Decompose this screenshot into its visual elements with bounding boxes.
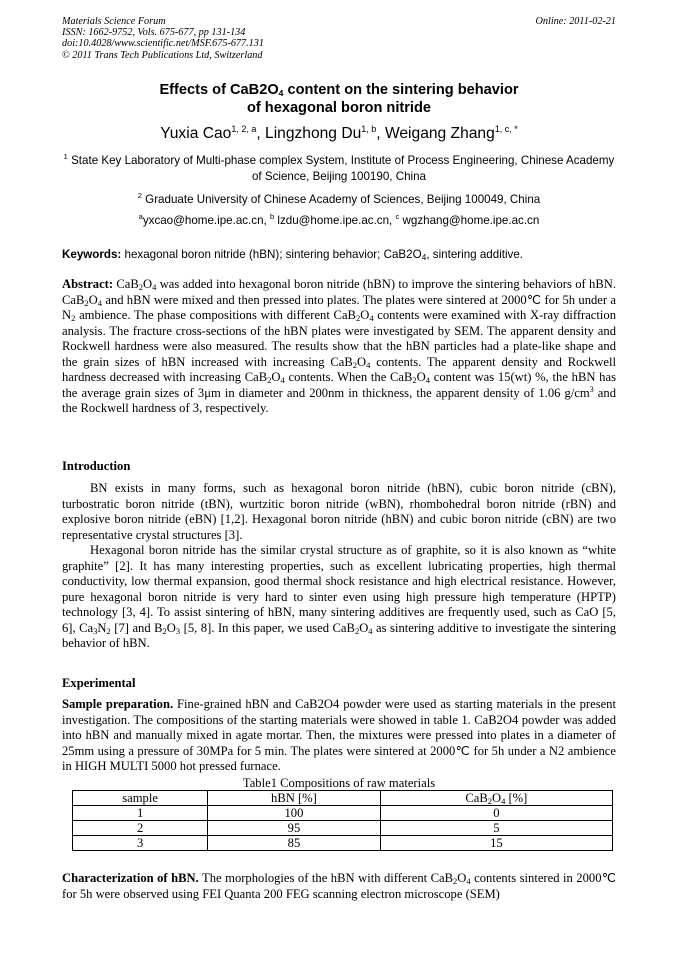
copyright: © 2011 Trans Tech Publications Ltd, Switzerland <box>62 49 263 61</box>
keywords: Keywords: hexagonal boron nitride (hBN); sintering behavior; $CaB2O_4$, sintering additive. <box>62 248 524 262</box>
paper-title: Effects of $CaB2O_4$ content on the sintering behavior of hexagonal boron nitride <box>159 82 519 116</box>
table-cell: 15 <box>380 836 612 851</box>
table-cell: 1 <box>73 806 208 821</box>
table-row <box>73 836 613 851</box>
table-row <box>73 806 613 821</box>
table-cell: 85 <box>208 836 381 851</box>
table-cell: 0 <box>380 806 612 821</box>
intro-paragraph-2: Hexagonal boron nitride has the similar crystal structure as of graphite, so it is also known as “white graphite” [2]. It has many interesting properties, such as excellent lubricating properties, high thermal conductivity, low thermal expansion, good thermal shock resistance and high electrical resistance. However, pure hexagonal boron nitride is very hard to sinter even using high pressure high temperature (HPTP) technology [3, 4]. To assist sintering of hBN, many sintering additives are frequently used, such as CaO [5, 6], $Ca_3N_2$ [7] and $B_2O_3$ [5, 8]. In this paper, we used $CaB_2O_4$ as sintering additive to investigate the sintering behavior of hBN. <box>62 543 617 650</box>
table-caption: Table1 Compositions of raw materials <box>242 776 436 790</box>
table-header: $CaB_2O_4$ [%] <box>380 791 612 806</box>
table-row <box>73 821 613 836</box>
author-name: Yuxia Cao <box>160 125 232 142</box>
online-date: Online: 2011-02-21 <box>535 16 616 27</box>
affiliation-2: $^2$ Graduate University of Chinese Academy of Sciences, Beijing 100049, China <box>137 191 541 206</box>
section-heading-experimental: Experimental <box>62 676 136 690</box>
author-list: Yuxia Cao$^{1, 2, a}$, Lingzhong Du$^{1, b}$, Weigang Zhang$^{1, c, *}$ <box>160 123 518 142</box>
characterization-paragraph: Characterization of hBN. The morphologies of the hBN with different $CaB_2O_4$ contents sintered in 2000℃ for 5h were observed using FEI Quanta 200 FEG scanning electron microscope (SEM) <box>62 871 616 901</box>
journal-name: Materials Science Forum <box>62 16 166 27</box>
intro-paragraph-1: BN exists in many forms, such as hexagonal boron nitride (hBN), cubic boron nitride (cBN), turbostratic boron nitride (tBN), wurtzitic boron nitride (wBN), rhombohedral boron nitride (rBN) and explosive boron nitride (eBN) [1,2]. Hexagonal boron nitride (hBN) and cubic boron nitride (cBN) are two representative crystal structures [3]. <box>62 481 616 542</box>
journal-header <box>62 16 616 61</box>
author-name: Lingzhong Du <box>265 125 362 142</box>
table-cell: 100 <box>208 806 381 821</box>
table-cell: 95 <box>208 821 381 836</box>
abstract: Abstract: $CaB_2O_4$ was added into hexagonal boron nitride (hBN) to improve the sintering behaviors of hBN. $CaB_2O_4$ and hBN were mixed and then pressed into plates. The plates were sintered at 2000℃ for 5h under a $N_2$ ambience. The phase compositions with different $CaB_2O_4$ contents were examined with X-ray diffraction analysis. The fracture cross-sections of the hBN plates were investigated by SEM. The apparent density and Rockwell hardness were also measured. The results show that the hBN particles had a plate-like shape and the grain sizes of hBN increased with increasing $CaB_2O_4$ contents. The apparent density and Rockwell hardness decreased with increasing $CaB_2O_4$ contents. When the $CaB_2O_4$ content was 15(wt) %, the hBN has the average grain sizes of 3μm in diameter and 200nm in thickness, the apparent density of 1.06 $g/cm^3$ and the Rockwell hardness of 3, respectively. <box>62 277 616 415</box>
table-header-row <box>73 791 613 806</box>
sample-preparation-paragraph: Sample preparation. Fine-grained hBN and CaB2O4 powder were used as starting materials in the present investigation. The compositions of the starting materials were showed in table 1. CaB2O4 powder was added into hBN and manually mixed in agate mortar. Then, the mixtures were pressed into plates in a diameter of 25mm using a pressure of 30MPa for 5 min. The plates were sintered at 2000℃ for 5h under a N2 ambience in HIGH MULTI 5000 hot pressed furnace. <box>62 697 616 773</box>
table-cell: 5 <box>380 821 612 836</box>
author-name: Weigang Zhang <box>384 125 495 142</box>
affiliation-1: $^1$ State Key Laboratory of Multi-phase complex System, Institute of Process Engineering, Chinese Academy of Science, Beijing 100190, China <box>63 152 615 183</box>
table-header: sample <box>73 791 208 806</box>
composition-table <box>72 790 613 851</box>
table-cell: 3 <box>73 836 208 851</box>
doi: doi:10.4028/www.scientific.net/MSF.675-677.131 <box>62 38 264 50</box>
section-heading-introduction: Introduction <box>62 459 131 473</box>
table-header: hBN [%] <box>208 791 381 806</box>
table-cell: 2 <box>73 821 208 836</box>
issn: ISSN: 1662-9752, Vols. 675-677, pp 131-134 <box>62 27 246 39</box>
email-line: $^a$yxcao@home.ipe.ac.cn, $^b$ lzdu@home.ipe.ac.cn, $^c$ wgzhang@home.ipe.ac.cn <box>138 212 540 227</box>
